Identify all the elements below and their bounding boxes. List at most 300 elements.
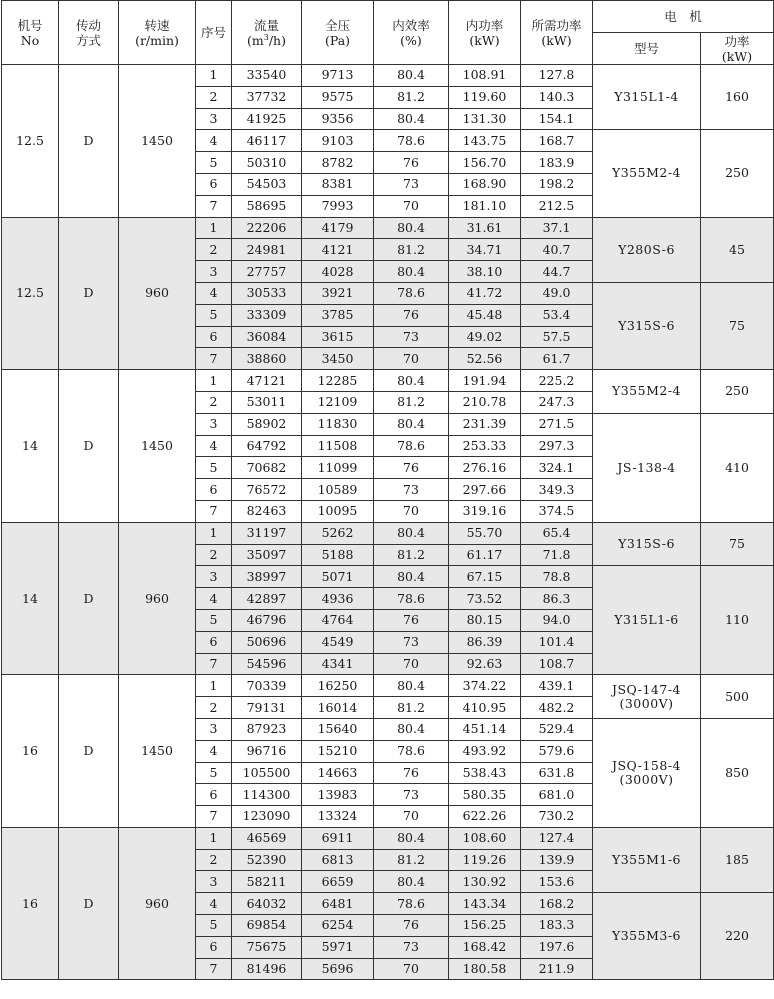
motor-model-line: Y355M1-6 [611, 852, 682, 868]
cell-pressure: 9103 [302, 130, 374, 152]
cell-flow: 64032 [232, 893, 302, 915]
cell-seq: 7 [196, 195, 232, 217]
cell-flow: 31197 [232, 522, 302, 544]
cell-required-power: 44.7 [521, 261, 593, 283]
cell-seq: 7 [196, 806, 232, 828]
cell-pressure: 6911 [302, 827, 374, 849]
cell-efficiency: 73 [374, 479, 449, 501]
cell-required-power: 53.4 [521, 304, 593, 326]
motor-model-line: JSQ-158-4 [611, 757, 682, 773]
cell-required-power: 225.2 [521, 370, 593, 392]
cell-efficiency: 78.6 [374, 740, 449, 762]
cell-pressure: 15210 [302, 740, 374, 762]
header-efficiency [374, 1, 449, 65]
cell-machine-no: 16 [2, 675, 59, 828]
fan-performance-table [1, 0, 774, 980]
table-header [2, 1, 774, 65]
cell-flow: 36084 [232, 326, 302, 348]
cell-required-power: 198.2 [521, 173, 593, 195]
header-speed [119, 1, 196, 65]
cell-inner-power: 374.22 [449, 675, 521, 697]
cell-efficiency: 80.4 [374, 217, 449, 239]
cell-efficiency: 73 [374, 936, 449, 958]
motor-model-line: Y315L1-4 [614, 89, 679, 105]
cell-drive: D [59, 675, 119, 828]
cell-flow: 47121 [232, 370, 302, 392]
table-row [2, 217, 774, 239]
cell-efficiency: 76 [374, 915, 449, 937]
cell-seq: 7 [196, 958, 232, 980]
cell-pressure: 6481 [302, 893, 374, 915]
cell-pressure: 4179 [302, 217, 374, 239]
cell-required-power: 139.9 [521, 849, 593, 871]
motor-model-line: JS-138-4 [617, 459, 676, 475]
header-motor [593, 1, 774, 33]
header-machine-no [2, 1, 59, 65]
cell-seq: 6 [196, 631, 232, 653]
cell-pressure: 10095 [302, 500, 374, 522]
cell-inner-power: 156.25 [449, 915, 521, 937]
header-drive [59, 1, 119, 65]
cell-motor-power: 220 [701, 893, 774, 980]
cell-drive: D [59, 65, 119, 218]
cell-pressure: 3615 [302, 326, 374, 348]
cell-speed: 1450 [119, 370, 196, 523]
motor-model-line: Y355M2-4 [611, 383, 682, 399]
cell-inner-power: 108.91 [449, 65, 521, 87]
cell-required-power: 65.4 [521, 522, 593, 544]
cell-inner-power: 319.16 [449, 500, 521, 522]
motor-model-line: JSQ-147-4 [611, 681, 682, 697]
cell-required-power: 681.0 [521, 784, 593, 806]
cell-seq: 6 [196, 479, 232, 501]
table-row [2, 370, 774, 392]
cell-efficiency: 81.2 [374, 86, 449, 108]
cell-seq: 7 [196, 348, 232, 370]
cell-pressure: 5262 [302, 522, 374, 544]
header-motor-model-label: 型号 [633, 41, 659, 56]
cell-flow: 114300 [232, 784, 302, 806]
cell-flow: 46796 [232, 609, 302, 631]
cell-inner-power: 538.43 [449, 762, 521, 784]
cell-pressure: 4549 [302, 631, 374, 653]
cell-required-power: 86.3 [521, 588, 593, 610]
cell-inner-power: 410.95 [449, 697, 521, 719]
cell-seq: 4 [196, 740, 232, 762]
cell-inner-power: 119.26 [449, 849, 521, 871]
header-motor-label: 电 机 [664, 9, 702, 24]
cell-required-power: 49.0 [521, 282, 593, 304]
cell-efficiency: 73 [374, 326, 449, 348]
cell-seq: 1 [196, 827, 232, 849]
cell-inner-power: 156.70 [449, 152, 521, 174]
cell-speed: 1450 [119, 675, 196, 828]
cell-efficiency: 73 [374, 784, 449, 806]
cell-efficiency: 81.2 [374, 697, 449, 719]
cell-flow: 53011 [232, 391, 302, 413]
cell-seq: 6 [196, 173, 232, 195]
cell-seq: 3 [196, 108, 232, 130]
cell-seq: 6 [196, 936, 232, 958]
cell-required-power: 108.7 [521, 653, 593, 675]
cell-required-power: 61.7 [521, 348, 593, 370]
table-row [2, 65, 774, 87]
header-motor-power-label: 功率 [724, 33, 750, 49]
header-flow-unit-b: /h) [268, 32, 286, 48]
cell-required-power: 78.8 [521, 566, 593, 588]
header-inner-power-unit: (kW) [469, 32, 500, 48]
cell-flow: 52390 [232, 849, 302, 871]
cell-seq: 2 [196, 697, 232, 719]
header-inner-power-label: 内功率 [465, 17, 504, 33]
header-machine-no-label: 机号 [17, 17, 43, 33]
motor-model-line: Y280S-6 [618, 241, 675, 257]
cell-motor-model [593, 217, 701, 282]
cell-pressure: 15640 [302, 718, 374, 740]
cell-inner-power: 130.92 [449, 871, 521, 893]
cell-flow: 22206 [232, 217, 302, 239]
motor-model-line: Y355M3-6 [611, 928, 682, 944]
cell-efficiency: 70 [374, 195, 449, 217]
cell-required-power: 579.6 [521, 740, 593, 762]
cell-efficiency: 76 [374, 304, 449, 326]
header-flow-unit-a: (m [247, 32, 264, 48]
cell-pressure: 6659 [302, 871, 374, 893]
cell-seq: 6 [196, 784, 232, 806]
cell-motor-model [593, 827, 701, 892]
cell-pressure: 11508 [302, 435, 374, 457]
cell-pressure: 3921 [302, 282, 374, 304]
cell-motor-power: 160 [701, 65, 774, 130]
cell-efficiency: 81.2 [374, 849, 449, 871]
cell-efficiency: 70 [374, 653, 449, 675]
cell-flow: 82463 [232, 500, 302, 522]
cell-flow: 58211 [232, 871, 302, 893]
header-machine-no-sub: No [20, 32, 40, 48]
cell-inner-power: 73.52 [449, 588, 521, 610]
cell-motor-model [593, 370, 701, 414]
cell-speed: 960 [119, 827, 196, 980]
header-required-power [521, 1, 593, 65]
cell-seq: 4 [196, 130, 232, 152]
motor-model-line: Y315S-6 [618, 536, 675, 552]
cell-inner-power: 622.26 [449, 806, 521, 828]
cell-inner-power: 276.16 [449, 457, 521, 479]
cell-flow: 50310 [232, 152, 302, 174]
cell-flow: 33309 [232, 304, 302, 326]
cell-motor-power: 500 [701, 675, 774, 719]
cell-flow: 105500 [232, 762, 302, 784]
cell-required-power: 212.5 [521, 195, 593, 217]
cell-drive: D [59, 370, 119, 523]
cell-pressure: 3785 [302, 304, 374, 326]
cell-required-power: 140.3 [521, 86, 593, 108]
cell-seq: 5 [196, 457, 232, 479]
cell-inner-power: 180.58 [449, 958, 521, 980]
cell-efficiency: 80.4 [374, 566, 449, 588]
cell-required-power: 349.3 [521, 479, 593, 501]
cell-pressure: 16250 [302, 675, 374, 697]
cell-seq: 5 [196, 152, 232, 174]
cell-flow: 50696 [232, 631, 302, 653]
cell-speed: 960 [119, 217, 196, 370]
cell-pressure: 5071 [302, 566, 374, 588]
cell-inner-power: 34.71 [449, 239, 521, 261]
cell-inner-power: 297.66 [449, 479, 521, 501]
cell-inner-power: 41.72 [449, 282, 521, 304]
cell-flow: 54503 [232, 173, 302, 195]
cell-drive: D [59, 217, 119, 370]
cell-flow: 64792 [232, 435, 302, 457]
cell-motor-power: 110 [701, 566, 774, 675]
cell-inner-power: 168.90 [449, 173, 521, 195]
cell-seq: 3 [196, 566, 232, 588]
cell-inner-power: 231.39 [449, 413, 521, 435]
cell-required-power: 71.8 [521, 544, 593, 566]
cell-pressure: 5696 [302, 958, 374, 980]
cell-flow: 75675 [232, 936, 302, 958]
cell-inner-power: 210.78 [449, 391, 521, 413]
cell-efficiency: 81.2 [374, 239, 449, 261]
cell-flow: 33540 [232, 65, 302, 87]
cell-required-power: 183.3 [521, 915, 593, 937]
cell-efficiency: 78.6 [374, 130, 449, 152]
cell-pressure: 6254 [302, 915, 374, 937]
cell-required-power: 324.1 [521, 457, 593, 479]
cell-efficiency: 80.4 [374, 65, 449, 87]
cell-speed: 960 [119, 522, 196, 675]
cell-drive: D [59, 827, 119, 980]
cell-flow: 79131 [232, 697, 302, 719]
cell-flow: 41925 [232, 108, 302, 130]
header-motor-power-unit: (kW) [721, 48, 753, 64]
cell-motor-model [593, 130, 701, 217]
header-seq [196, 1, 232, 65]
header-flow-label: 流量 [253, 17, 279, 33]
cell-inner-power: 49.02 [449, 326, 521, 348]
cell-efficiency: 80.4 [374, 108, 449, 130]
cell-required-power: 730.2 [521, 806, 593, 828]
header-flow-unit-sup: 3 [263, 32, 269, 42]
table-body [2, 65, 774, 980]
cell-required-power: 439.1 [521, 675, 593, 697]
cell-required-power: 168.7 [521, 130, 593, 152]
motor-model-line: Y355M2-4 [611, 165, 682, 181]
cell-seq: 5 [196, 915, 232, 937]
cell-flow: 69854 [232, 915, 302, 937]
cell-pressure: 8381 [302, 173, 374, 195]
cell-flow: 30533 [232, 282, 302, 304]
cell-machine-no: 12.5 [2, 65, 59, 218]
cell-pressure: 8782 [302, 152, 374, 174]
cell-efficiency: 73 [374, 631, 449, 653]
cell-motor-power: 185 [701, 827, 774, 892]
cell-inner-power: 38.10 [449, 261, 521, 283]
cell-flow: 70339 [232, 675, 302, 697]
cell-inner-power: 55.70 [449, 522, 521, 544]
cell-efficiency: 80.4 [374, 261, 449, 283]
header-flow [232, 1, 302, 65]
cell-flow: 24981 [232, 239, 302, 261]
cell-efficiency: 81.2 [374, 391, 449, 413]
cell-inner-power: 131.30 [449, 108, 521, 130]
cell-inner-power: 580.35 [449, 784, 521, 806]
header-motor-model [593, 33, 701, 65]
cell-seq: 1 [196, 65, 232, 87]
cell-inner-power: 493.92 [449, 740, 521, 762]
cell-required-power: 297.3 [521, 435, 593, 457]
cell-machine-no: 12.5 [2, 217, 59, 370]
cell-efficiency: 76 [374, 457, 449, 479]
header-motor-power [701, 33, 774, 65]
cell-machine-no: 14 [2, 522, 59, 675]
cell-flow: 37732 [232, 86, 302, 108]
cell-seq: 3 [196, 261, 232, 283]
cell-flow: 46117 [232, 130, 302, 152]
cell-efficiency: 76 [374, 152, 449, 174]
cell-pressure: 14663 [302, 762, 374, 784]
cell-inner-power: 92.63 [449, 653, 521, 675]
cell-efficiency: 81.2 [374, 544, 449, 566]
motor-model-line: Y315S-6 [618, 318, 675, 334]
header-required-power-label: 所需功率 [531, 17, 582, 33]
cell-efficiency: 78.6 [374, 893, 449, 915]
cell-flow: 123090 [232, 806, 302, 828]
cell-pressure: 11830 [302, 413, 374, 435]
cell-required-power: 40.7 [521, 239, 593, 261]
cell-motor-model [593, 718, 701, 827]
cell-flow: 38860 [232, 348, 302, 370]
cell-required-power: 211.9 [521, 958, 593, 980]
cell-motor-model [593, 282, 701, 369]
cell-seq: 2 [196, 544, 232, 566]
cell-pressure: 9575 [302, 86, 374, 108]
cell-inner-power: 191.94 [449, 370, 521, 392]
cell-motor-model [593, 675, 701, 719]
header-speed-unit: (r/min) [135, 32, 179, 48]
cell-pressure: 4028 [302, 261, 374, 283]
header-pressure [302, 1, 374, 65]
cell-seq: 1 [196, 217, 232, 239]
cell-seq: 5 [196, 609, 232, 631]
cell-pressure: 4764 [302, 609, 374, 631]
cell-pressure: 13324 [302, 806, 374, 828]
cell-efficiency: 80.4 [374, 522, 449, 544]
cell-efficiency: 70 [374, 958, 449, 980]
cell-flow: 96716 [232, 740, 302, 762]
cell-efficiency: 70 [374, 348, 449, 370]
cell-pressure: 5971 [302, 936, 374, 958]
cell-motor-power: 75 [701, 282, 774, 369]
cell-pressure: 7993 [302, 195, 374, 217]
cell-efficiency: 78.6 [374, 435, 449, 457]
cell-pressure: 12109 [302, 391, 374, 413]
cell-efficiency: 80.4 [374, 370, 449, 392]
cell-inner-power: 61.17 [449, 544, 521, 566]
cell-machine-no: 16 [2, 827, 59, 980]
cell-flow: 81496 [232, 958, 302, 980]
cell-pressure: 11099 [302, 457, 374, 479]
cell-required-power: 37.1 [521, 217, 593, 239]
cell-required-power: 197.6 [521, 936, 593, 958]
cell-speed: 1450 [119, 65, 196, 218]
cell-seq: 5 [196, 304, 232, 326]
cell-pressure: 4121 [302, 239, 374, 261]
cell-motor-power: 75 [701, 522, 774, 566]
table-row [2, 522, 774, 544]
cell-motor-model [593, 522, 701, 566]
header-drive-sub: 方式 [75, 32, 101, 48]
cell-efficiency: 73 [374, 173, 449, 195]
cell-seq: 1 [196, 370, 232, 392]
cell-flow: 70682 [232, 457, 302, 479]
cell-flow: 87923 [232, 718, 302, 740]
header-inner-power [449, 1, 521, 65]
cell-seq: 4 [196, 435, 232, 457]
cell-required-power: 482.2 [521, 697, 593, 719]
cell-inner-power: 31.61 [449, 217, 521, 239]
header-speed-label: 转速 [144, 17, 170, 33]
cell-pressure: 5188 [302, 544, 374, 566]
cell-seq: 3 [196, 413, 232, 435]
cell-flow: 58902 [232, 413, 302, 435]
cell-motor-power: 250 [701, 370, 774, 414]
cell-required-power: 94.0 [521, 609, 593, 631]
cell-required-power: 127.8 [521, 65, 593, 87]
cell-seq: 2 [196, 86, 232, 108]
header-efficiency-label: 内效率 [392, 17, 430, 33]
cell-inner-power: 67.15 [449, 566, 521, 588]
cell-inner-power: 45.48 [449, 304, 521, 326]
table-row [2, 675, 774, 697]
cell-seq: 1 [196, 522, 232, 544]
cell-seq: 2 [196, 239, 232, 261]
cell-pressure: 16014 [302, 697, 374, 719]
cell-flow: 54596 [232, 653, 302, 675]
cell-required-power: 168.2 [521, 893, 593, 915]
cell-motor-power: 410 [701, 413, 774, 522]
cell-pressure: 12285 [302, 370, 374, 392]
cell-efficiency: 80.4 [374, 718, 449, 740]
cell-inner-power: 143.75 [449, 130, 521, 152]
cell-motor-power: 850 [701, 718, 774, 827]
cell-inner-power: 451.14 [449, 718, 521, 740]
cell-pressure: 9356 [302, 108, 374, 130]
cell-efficiency: 80.4 [374, 675, 449, 697]
header-required-power-unit: (kW) [541, 32, 572, 48]
motor-model-line: (3000V) [619, 695, 674, 711]
cell-required-power: 374.5 [521, 500, 593, 522]
cell-required-power: 154.1 [521, 108, 593, 130]
cell-efficiency: 70 [374, 500, 449, 522]
cell-efficiency: 76 [374, 762, 449, 784]
cell-pressure: 13983 [302, 784, 374, 806]
cell-machine-no: 14 [2, 370, 59, 523]
motor-model-line: (3000V) [619, 771, 674, 787]
header-seq-label: 序号 [200, 25, 226, 40]
cell-seq: 2 [196, 391, 232, 413]
cell-pressure: 10589 [302, 479, 374, 501]
cell-required-power: 247.3 [521, 391, 593, 413]
header-pressure-unit: (Pa) [324, 32, 351, 48]
cell-seq: 4 [196, 893, 232, 915]
cell-inner-power: 52.56 [449, 348, 521, 370]
cell-motor-model [593, 893, 701, 980]
cell-required-power: 271.5 [521, 413, 593, 435]
cell-flow: 27757 [232, 261, 302, 283]
cell-seq: 6 [196, 326, 232, 348]
cell-inner-power: 119.60 [449, 86, 521, 108]
